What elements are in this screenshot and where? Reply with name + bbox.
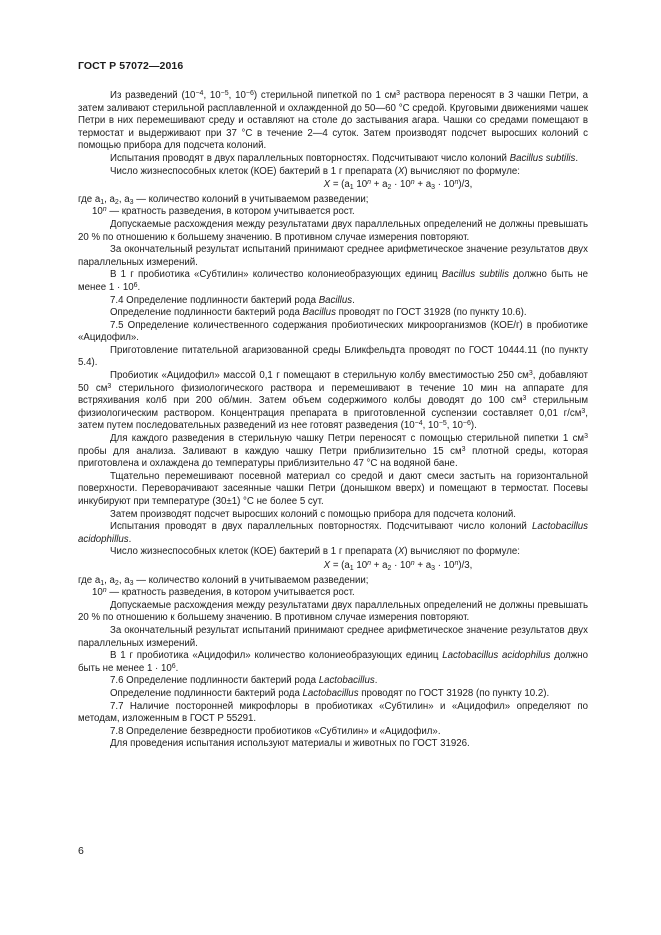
paragraph-subtilin-cfu: В 1 г пробиотика «Субтилин» количество колониеобразующих единиц Bacillus subtilis должно быть не менее $1 \cdot 10^6$. (78, 269, 588, 293)
formula-cfu-2: $X = (a_1$ $10^n + a_2 \cdot 10^n + a_3 \cdot 10^n)/3$, (323, 559, 473, 572)
formula-where-a: где $a_1$, $a_2$, $a_3$ — количество колоний в учитываемом разведении; (78, 193, 369, 206)
paragraph-tolerance-2: Допускаемые расхождения между результатами двух параллельных определений не должны превышать 20 % по отношению к большему значению. В противном случае измерения повторяют. (78, 599, 588, 624)
paragraph-acidophil-cfu: В 1 г пробиотика «Ацидофил» количество колониеобразующих единиц Lactobacillus acidophilus должно быть не менее $1 \cdot 10^6$. (78, 650, 589, 674)
paragraph-petri-transfer: Для каждого разведения в стерильную чашку Петри переносят с помощью стерильной пипетки 1 $см^3$ пробы для анализа. Заливают в каждую чашку Петри приблизительно 15 $см^3$ плотной среды, которая приготовлена и охлаждена до температуры приблизительно 47 °С на водяной бане. (78, 433, 588, 470)
section-7-4-heading: 7.4 Определение подлинности бактерий рода Bacillus. (110, 294, 355, 306)
section-7-7-heading: 7.7 Наличие посторонней микрофлоры в пробиотиках «Субтилин» и «Ацидофил» определяют по методам, изложенным в ГОСТ Р 55291. (78, 700, 588, 725)
paragraph-tolerance: Допускаемые расхождения между результатами двух параллельных определений не должны превышать 20 % по отношению к большему значению. В противном случае измерения повторяют. (78, 218, 588, 243)
paragraph-final-result-2: За окончательный результат испытаний принимают среднее арифметическое значение результатов двух параллельных измерений. (78, 624, 588, 649)
formula-where-10n-2: 10$^n$ — кратность разведения, в котором учитывается рост. (92, 587, 355, 599)
formula-cfu-1: $X = (a_1$ $10^n + a_2 \cdot 10^n + a_3 \cdot 10^n)/3$, (323, 179, 473, 192)
paragraph-blickfeldt-medium: Приготовление питательной агаризованной среды Бликфельдта проводят по ГОСТ 10444.11 (по пункту 5.4). (78, 344, 588, 369)
paragraph-acidophil-sample-prep: Пробиотик «Ацидофил» массой 0,1 г помещают в стерильную колбу вместимостью 250 $см^3$, добавляют 50 $см^3$ стерильного физиологического раствора и перемешивают в течение 10 мин на аппарате для встряхивания колб при 200 об/мин. Затем объем содержимого колбы доводят до 100 $см^3$ стерильным физиологическим раствором. Концентрация препарата в приготовленной суспензии составляет 0,01 $г/см^3$, затем путем последовательных разведений из нее готовят разведения ($10^{-4}$, $10^{-5}$, $10^{-6}$). (78, 370, 588, 432)
section-7-5-heading: 7.5 Определение количественного содержания пробиотических микроорганизмов (КОЕ/г) в пробиотике «Ацидофил». (78, 319, 588, 344)
paragraph-parallel-tests-lacto: Испытания проводят в двух параллельных повторностях. Подсчитывают число колоний Lactobacillus acidophillus. (78, 521, 588, 545)
formula-where-a-2: где $a_1$, $a_2$, $a_3$ — количество колоний в учитываемом разведении; (78, 574, 369, 587)
formula-where-10n: 10$^n$ — кратность разведения, в котором учитывается рост. (92, 206, 355, 218)
section-7-6-heading: 7.6 Определение подлинности бактерий рода Lactobacillus. (110, 675, 378, 687)
section-7-8-heading: 7.8 Определение безвредности пробиотиков «Субтилин» и «Ацидофил». (110, 725, 441, 737)
paragraph-animals-materials: Для проведения испытания используют материалы и животных по ГОСТ 31926. (110, 738, 470, 750)
paragraph-cfu-formula-intro-2: Число жизнеспособных клеток (КОЕ) бактерий в 1 г препарата (X) вычисляют по формуле: (110, 546, 520, 558)
paragraph-incubation: Тщательно перемешивают посевной материал со средой и дают смеси застыть на горизонтальной поверхности. Переворачивают засеянные чашки Петри (донышком вверх) и помещают в термостат. Посевы инкубируют при температуре (30±1) °С не более 5 сут. (78, 470, 588, 507)
document-header: ГОСТ Р 57072—2016 (78, 60, 184, 72)
page-number: 6 (78, 845, 84, 857)
paragraph-cfu-formula-intro: Число жизнеспособных клеток (КОЕ) бактерий в 1 г препарата (X) вычисляют по формуле: (110, 165, 520, 177)
paragraph-colony-count: Затем производят подсчет выросших колоний с помощью прибора для подсчета колоний. (110, 508, 516, 520)
paragraph-bacillus-authenticity: Определение подлинности бактерий рода Bacillus проводят по ГОСТ 31928 (по пункту 10.6). (110, 307, 527, 319)
document-body (78, 90, 588, 751)
paragraph-parallel-tests-bacillus: Испытания проводят в двух параллельных повторностях. Подсчитывают число колоний Bacillus subtilis. (110, 152, 579, 164)
paragraph-dilution-transfer: Из разведений ($10^{-4}$, $10^{-5}$, $10^{-6}$) стерильной пипеткой по 1 $см^3$ раствора переносят в 3 чашки Петри, а затем заливают стерильной расплавленной и охлажденной до 50—60 °С средой. Круговыми движениями чашек Петри в них перемешивают среду и оставляют на столе до застывания агара. Чашки со средами помещают в термостат и выдерживают при 37 °С в течение 2—4 суток. Затем производят подсчет выросших колоний с помощью прибора для подсчета колоний. (78, 90, 588, 152)
paragraph-final-result: За окончательный результат испытаний принимают среднее арифметическое значение результатов двух параллельных измерений. (78, 244, 588, 268)
paragraph-lactobacillus-authenticity: Определение подлинности бактерий рода Lactobacillus проводят по ГОСТ 31928 (по пункту 10.2). (110, 687, 550, 699)
